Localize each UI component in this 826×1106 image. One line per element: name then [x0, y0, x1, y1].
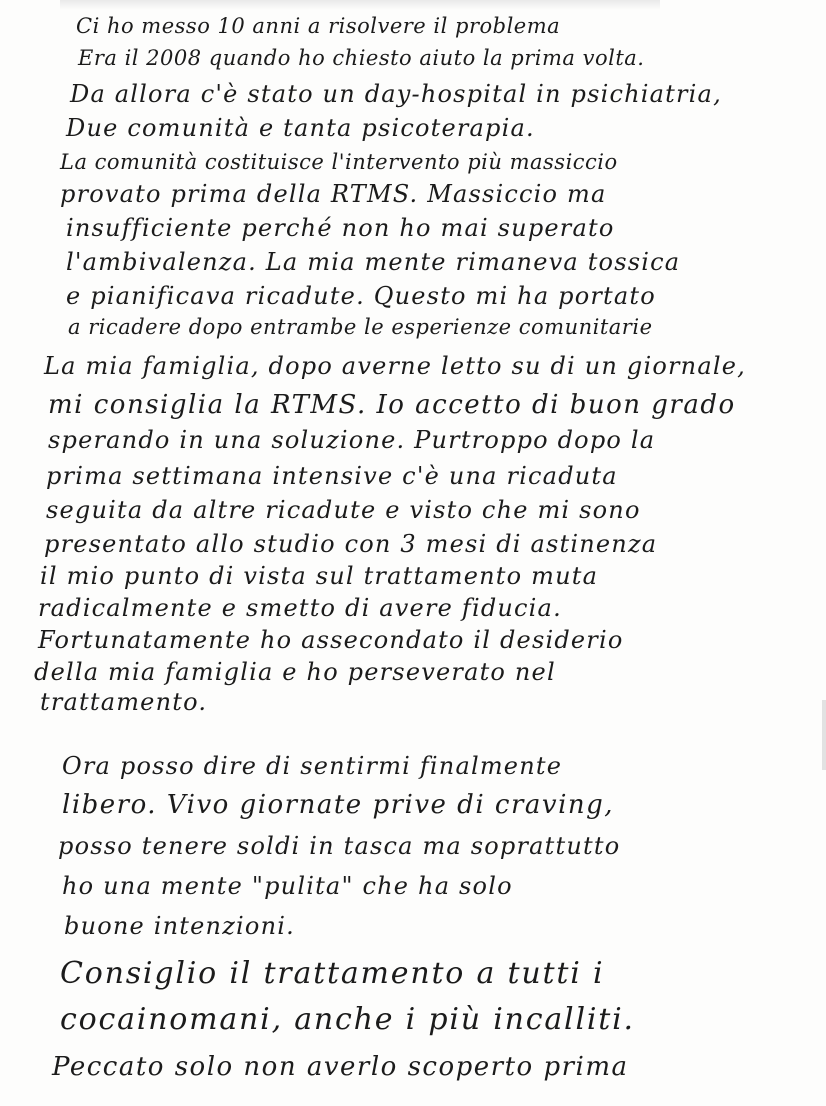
letter-line: prima settimana intensive c'è una ricaduta: [46, 462, 618, 490]
letter-line: Peccato solo non averlo scoperto prima: [52, 1052, 629, 1082]
letter-line: seguita da altre ricadute e visto che mi sono: [46, 496, 641, 524]
letter-line: La mia famiglia, dopo averne letto su di un giornale,: [44, 352, 746, 380]
letter-line: provato prima della RTMS. Massiccio ma: [60, 180, 607, 208]
letter-line: della mia famiglia e ho perseverato nel: [34, 658, 556, 686]
letter-line: La comunità costituisce l'intervento più massiccio: [60, 150, 618, 174]
scan-smudge: [60, 0, 660, 10]
letter-line: mi consiglia la RTMS. Io accetto di buon grado: [48, 390, 736, 420]
letter-line: Due comunità e tanta psicoterapia.: [66, 114, 535, 142]
scan-edge-mark: [822, 700, 826, 770]
letter-line: ho una mente "pulita" che ha solo: [62, 872, 513, 900]
letter-line: cocainomani, anche i più incalliti.: [60, 1002, 635, 1037]
letter-line: il mio punto di vista sul trattamento muta: [40, 562, 599, 590]
letter-line: insufficiente perché non ho mai superato: [66, 214, 615, 242]
letter-line: Da allora c'è stato un day-hospital in psichiatria,: [70, 80, 722, 108]
letter-line: Era il 2008 quando ho chiesto aiuto la prima volta.: [78, 46, 645, 70]
letter-line: sperando in una soluzione. Purtroppo dopo la: [48, 426, 656, 454]
letter-line: e pianificava ricadute. Questo mi ha portato: [66, 282, 656, 310]
letter-line: Ci ho messo 10 anni a risolvere il problema: [76, 14, 561, 38]
letter-line: Consiglio il trattamento a tutti i: [60, 956, 605, 991]
letter-line: libero. Vivo giornate prive di craving,: [62, 790, 615, 820]
letter-line: l'ambivalenza. La mia mente rimaneva tossica: [66, 248, 681, 276]
letter-line: Ora posso dire di sentirmi finalmente: [62, 752, 563, 780]
letter-line: a ricadere dopo entrambe le esperienze comunitarie: [68, 315, 653, 339]
letter-line: Fortunatamente ho assecondato il desiderio: [38, 626, 624, 654]
letter-line: posso tenere soldi in tasca ma soprattutto: [58, 832, 621, 860]
letter-line: trattamento.: [40, 688, 208, 716]
letter-line: presentato allo studio con 3 mesi di astinenza: [44, 530, 658, 558]
letter-line: radicalmente e smetto di avere fiducia.: [38, 594, 562, 622]
letter-line: buone intenzioni.: [64, 912, 295, 940]
